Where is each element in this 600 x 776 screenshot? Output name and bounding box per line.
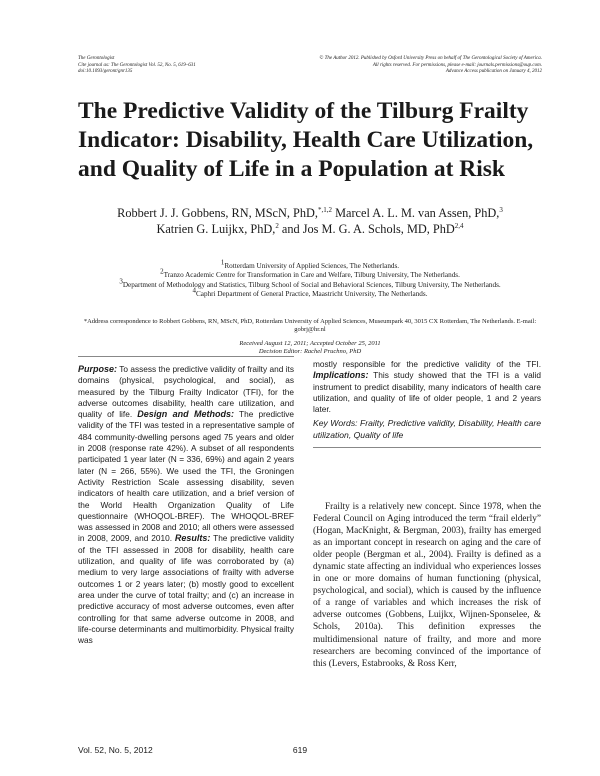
page-number: 619 <box>292 745 308 755</box>
author-name: Robbert J. J. Gobbens, RN, MScN, PhD, <box>117 206 318 220</box>
abstract-right <box>313 359 541 448</box>
author-list <box>40 205 580 237</box>
advance-access: Advance Access publication on January 4, 2012 <box>445 69 542 74</box>
received-date: Received August 12, 2011; Accepted October 25, 2011 <box>239 340 381 347</box>
keywords-label: Key Words: <box>313 418 358 429</box>
doi: doi:10.1093/geront/gnr135 <box>78 69 133 74</box>
author-affil: *,1,2 <box>317 205 332 214</box>
author-affil: 2 <box>275 221 279 230</box>
article-title: The Predictive Validity of the Tilburg Frailty Indicator: Disability, Health Care Utilization, and Quality of Life in a Population at Risk <box>78 98 534 182</box>
keywords-text: Frailty, Predictive validity, Disability, Health care utilization, Quality of life <box>313 418 541 440</box>
article-dates <box>80 340 540 357</box>
implications-text: This study showed that the TFI is a valid instrument to predict disability, many indicators of health care utilization, and quality of life of older people, 1 and 2 years later. <box>313 370 541 415</box>
author-name: Jos M. G. A. Schols, MD, PhD <box>302 222 455 236</box>
author-name: Katrien G. Luijkx, PhD, <box>156 222 276 236</box>
results-continued: mostly responsible for the predictive validity of the TFI. <box>313 359 541 369</box>
results-text: The predictive validity of the TFI assessed in 2008 for disability, health care utilization, and quality of life was corroborated by (a) medium to very large associations of frailty with adverse outcomes 1 or 2 years later; (b) mostly good to excellent area under the curve of total frailty; and (c) an increase in predictive accuracy of most adverse outcomes, even after controlling for that same adverse outcome in 2008, and life-course determinants and multimorbidity. Physical frailty was <box>78 533 295 646</box>
results-label: Results: <box>174 533 211 544</box>
affiliation: $^3$Department of Methodology and Statistics, Tilburg School of Social and Behavioral Sciences, Tilburg University, The Netherlands. <box>119 277 501 289</box>
keywords <box>313 418 541 448</box>
affiliation: $^4$Caphri Department of General Practice, Maastricht University, The Netherlands. <box>192 286 428 298</box>
copyright-header <box>320 56 542 76</box>
author-affil: 2,4 <box>454 221 464 230</box>
decision-editor: Decision Editor: Rachel Pruchno, PhD <box>258 348 362 356</box>
journal-header <box>78 56 196 76</box>
author-conjunction: and <box>281 222 300 236</box>
affiliation: $^2$Tranzo Academic Centre for Transformation in Care and Welfare, Tilburg University, The Netherlands. <box>160 267 460 280</box>
journal-name: The Gerontologist <box>78 56 115 61</box>
affiliations <box>80 258 540 299</box>
methods-text: The predictive validity of the TFI was tested in a representative sample of 484 community-dwelling persons aged 75 years and older in 2008 (response rate 42%). A subset of all respondents participated 1 year later (N = 336, 69%) and again 2 years later (N = 266, 55%). We used the TFI, the Groningen Activity Restriction Scale assessing disability, seven indicators of health care utilization, and a brief version of the World Health Organization Quality of Life questionnaire (WHOQOL-BREF). The WHOQOL-BREF was assessed in 2008 and 2010; all others were assessed in 2008, 2009, and 2010. <box>78 409 294 544</box>
author-name: Marcel A. L. M. van Assen, PhD, <box>335 206 500 220</box>
footer-volume: Vol. 52, No. 5, 2012 <box>78 745 153 755</box>
affiliation: $^1$Rotterdam University of Applied Sciences, The Netherlands. <box>220 258 400 270</box>
purpose-text: To assess the predictive validity of frailty and its domains (physical, psychological, and social), as measured by the Tilburg Frailty Indicator (TFI), for the adverse outcomes disability, health care utilization, and quality of life. <box>78 364 295 420</box>
rights: All rights reserved. For permissions, please e-mail: journals.permissions@oup.com. <box>372 62 542 68</box>
intro-paragraph: Frailty is a relatively new concept. Since 1978, when the Federal Council on Aging introduced the term “frail elderly” (Hogan, MacKnight, & Bergman, 2003), frailty has emerged as an important concept in research on aging and the care of older people (Bergman et al., 2004). Frailty is defined as a dynamic state affecting an individual who experiences losses in one or more domains of human functioning (physical, psychological, and social), which is caused by the influence of a range of variables and which increases the risk of adverse outcomes (Gobbens, Luijkx, Wijnen-Sponselee, & Schols, 2010a). This definition expresses the multidimensional nature of frailty, and more and more researchers are becoming convinced of the importance of this (Levers, Estabrooks, & Ross Kerr, <box>313 502 541 669</box>
methods-label: Design and Methods: <box>137 409 234 420</box>
author-affil: 3 <box>499 205 503 214</box>
correspondence: *Address correspondence to Robbert Gobbens, RN, MScN, PhD, Rotterdam University of Applied Sciences, Museumpark 40, 3015 CX Rotterdam, The Netherlands. E-mail: gobrj@hr.nl <box>83 318 537 334</box>
citation: Cite journal as: The Gerontologist Vol. 52, No. 5, 619–631 <box>78 62 196 68</box>
purpose-label: Purpose: <box>78 364 118 374</box>
copyright: © The Author 2012. Published by Oxford University Press on behalf of The Gerontological Society of America. <box>319 56 542 61</box>
implications-label: Implications: <box>313 370 369 381</box>
abstract-left <box>78 356 294 646</box>
